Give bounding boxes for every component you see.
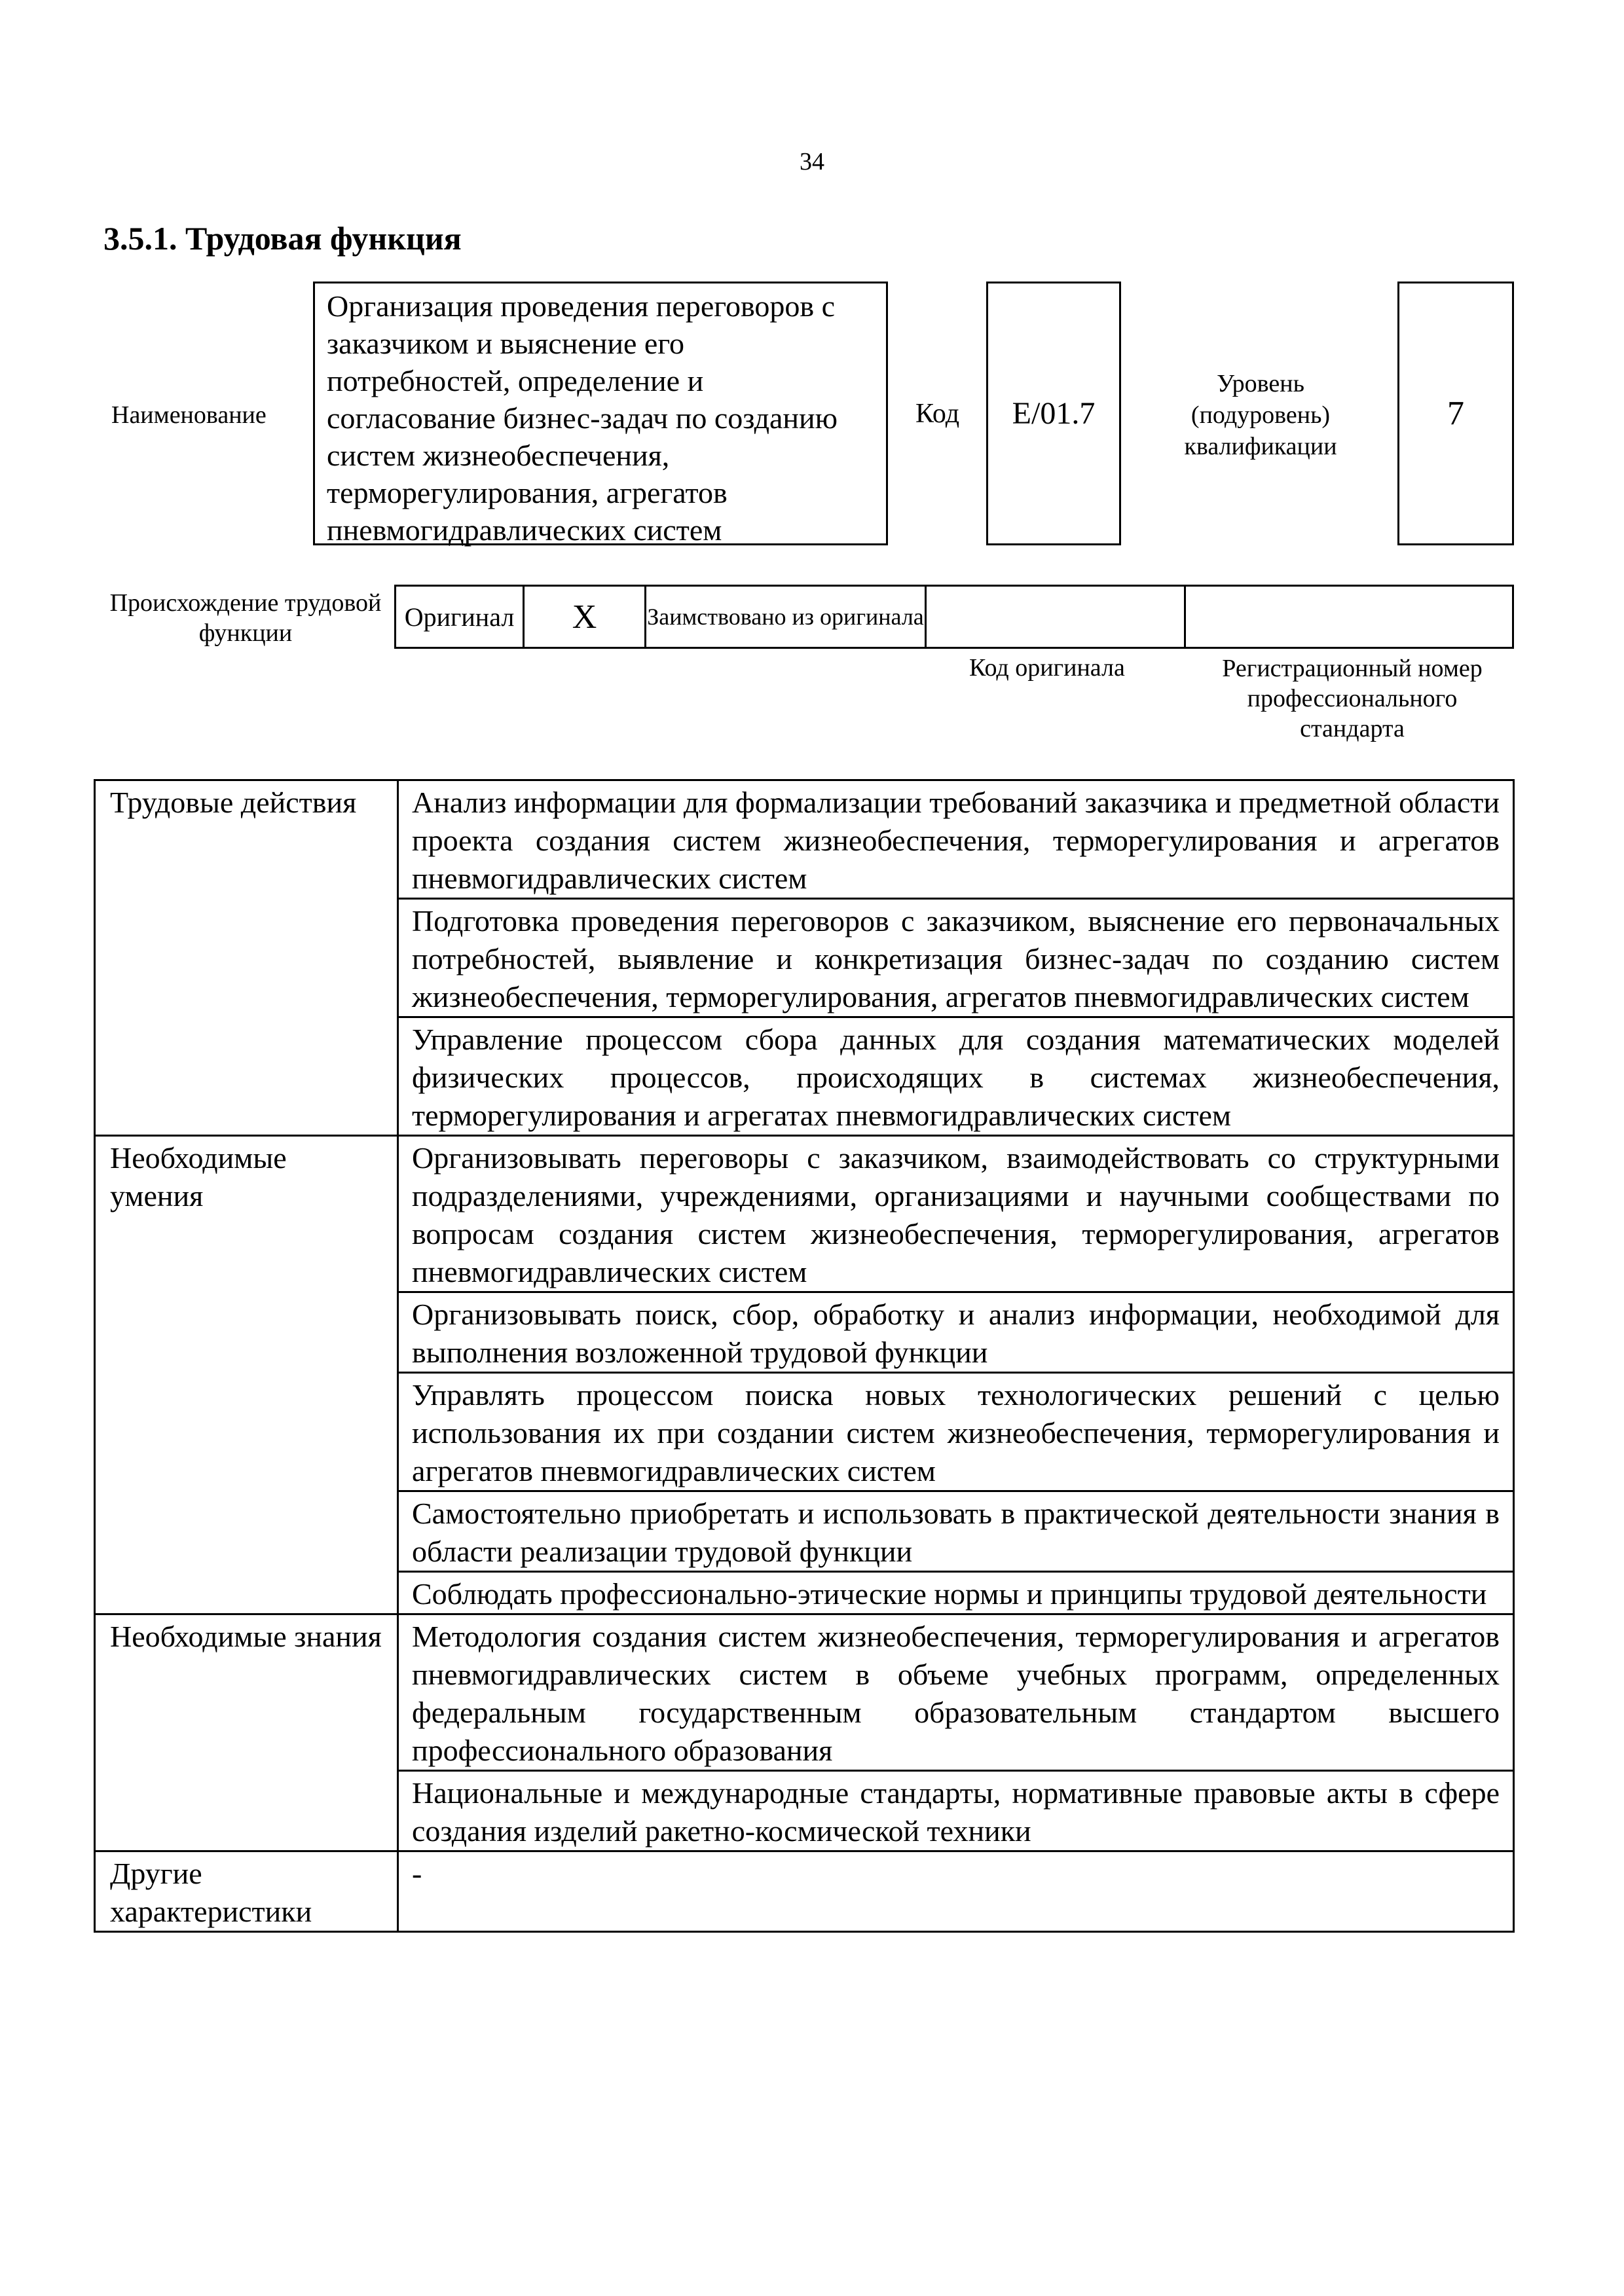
borrowed-label-cell: Заимствовано из оригинала	[646, 587, 927, 647]
table-cell: Подготовка проведения переговоров с заказчиком, выяснение его первоначальных потребностей, выявление и конкретизация бизнес-задач по созданию систем жизнеобеспечения, терморегулирования, агрегатов пневмогидравлических систем	[398, 899, 1514, 1017]
table-cell: Организовывать поиск, сбор, обработку и анализ информации, необходимой для выполнения возложенной трудовой функции	[398, 1292, 1514, 1373]
table-cell: Управлять процессом поиска новых технологических решений с целью использования их при создании систем жизнеобеспечения, терморегулирования и агрегатов пневмогидравлических систем	[398, 1373, 1514, 1491]
qualification-level-label: Уровень (подуровень) квалификации	[1184, 370, 1337, 460]
registration-number-caption: Регистрационный номер профессионального стандарта	[1222, 655, 1483, 742]
table-cell: Управление процессом сбора данных для создания математических моделей физических процессов, происходящих в системах жизнеобеспечения, терморегулирования и агрегатах пневмогидравлических систем	[398, 1017, 1514, 1136]
original-code-cell	[927, 587, 1186, 647]
table-cell: Организовывать переговоры с заказчиком, взаимодействовать со структурными подразделениями, учреждениями, организациями и научными сообществами по вопросам создания систем жизнеобеспечения, терморегулирования, агрегатов пневмогидравлических систем	[398, 1136, 1514, 1292]
registration-number-cell	[1186, 587, 1512, 647]
category-cell: Необходимые умения	[95, 1136, 398, 1614]
section-heading: 3.5.1. Трудовая функция	[103, 220, 462, 257]
original-code-caption: Код оригинала	[969, 654, 1125, 682]
category-cell: Трудовые действия	[95, 780, 398, 1136]
table-cell: Соблюдать профессионально-этические нормы и принципы трудовой деятельности	[398, 1572, 1514, 1614]
original-mark-cell: X	[525, 587, 646, 647]
original-label-cell: Оригинал	[396, 587, 525, 647]
code-value-box: E/01.7	[986, 282, 1121, 545]
origin-table	[394, 585, 1514, 649]
table-row	[95, 1614, 1514, 1771]
table-cell: Анализ информации для формализации требований заказчика и предметной области проекта создания систем жизнеобеспечения, терморегулирования и агрегатов пневмогидравлических систем	[398, 780, 1514, 899]
category-cell: Другие характеристики	[95, 1851, 398, 1932]
origin-label: Происхождение трудовой функции	[109, 589, 382, 647]
code-label: Код	[915, 399, 960, 429]
qualification-level-box: 7	[1397, 282, 1514, 545]
table-row	[95, 1136, 1514, 1292]
page-number: 34	[800, 148, 824, 175]
function-details-table	[94, 779, 1515, 1933]
table-row	[95, 1851, 1514, 1932]
category-cell: Необходимые знания	[95, 1614, 398, 1851]
table-cell: Самостоятельно приобретать и использовать в практической деятельности знания в области реализации трудовой функции	[398, 1491, 1514, 1572]
name-label: Наименование	[111, 401, 267, 429]
table-row	[95, 780, 1514, 899]
table-cell: Методология создания систем жизнеобеспечения, терморегулирования и агрегатов пневмогидравлических систем в объеме учебных программ, определенных федеральным государственным образовательным стандартом высшего профессионального образования	[398, 1614, 1514, 1771]
table-cell: Национальные и международные стандарты, нормативные правовые акты в сфере создания изделий ракетно-космической техники	[398, 1771, 1514, 1851]
table-cell: -	[398, 1851, 1514, 1932]
function-name-box: Организация проведения переговоров с заказчиком и выяснение его потребностей, определение и согласование бизнес-задач по созданию систем жизнеобеспечения, терморегулирования, агрегатов пневмогидравлических систем	[313, 282, 888, 545]
